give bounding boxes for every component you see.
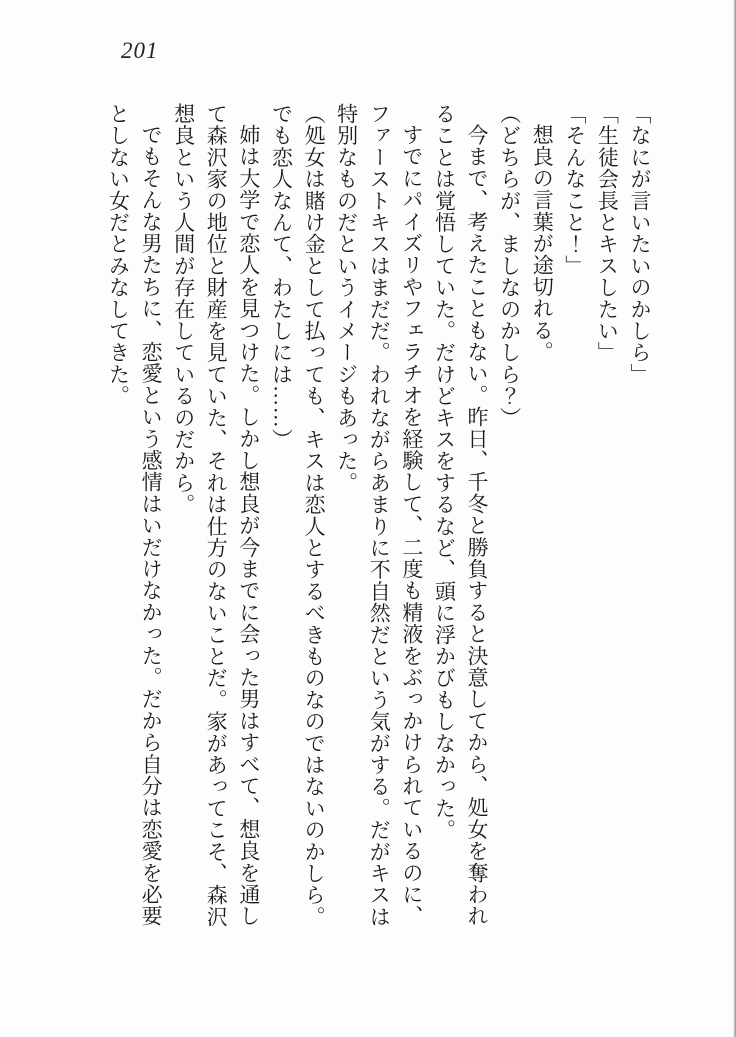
narration-paragraph-3: すでにパイズリやフェラチオを経験して、二度も精液をぶっかけられているのに、ファーストキスはまだだ。われながらあまりに不自然だという気がする。だがキスは特別なものだというイメージもあった。 (334, 103, 424, 928)
narration-paragraph-2: 今まで、考えたこともない。昨日、千冬と勝負すると決意してから、処女を奪われることは覚悟していた。だけどキスをするなど、頭に浮かびもしなかった。 (432, 103, 490, 927)
body-text (102, 103, 656, 929)
narration-paragraph-1: 想良の言葉が途切れる。 (530, 124, 555, 363)
dialogue-line-3: 「そんなこと！」 (562, 103, 587, 277)
narration-paragraph-4: 姉は大学で恋人を見つけた。しかし想良が今までに会った男はすべて、想良を通して森沢家の地位と財産を見ていた、それは仕方のないことだ。家があってこそ、森沢想良という人間が存在しているのだから。 (171, 103, 261, 928)
narration-paragraph-5: でもそんな男たちに、恋愛という感情はいだけなかった。だから自分は恋愛を必要としない女だとみなしてきた。 (106, 103, 164, 927)
inner-thought-1: （どちらが、ましなのかしら？） (497, 103, 522, 429)
dialogue-line-2: 「生徒会長とキスしたい」 (595, 103, 620, 364)
page-number: 201 (121, 38, 159, 63)
dialogue-line-1: 「なにが言いたいのかしら」 (628, 103, 652, 386)
inner-thought-2: （処女は賭け金として払っても、キスは恋人とするべきものなのではないのかしら。でも恋人なんて、わたしには……） (269, 103, 327, 928)
